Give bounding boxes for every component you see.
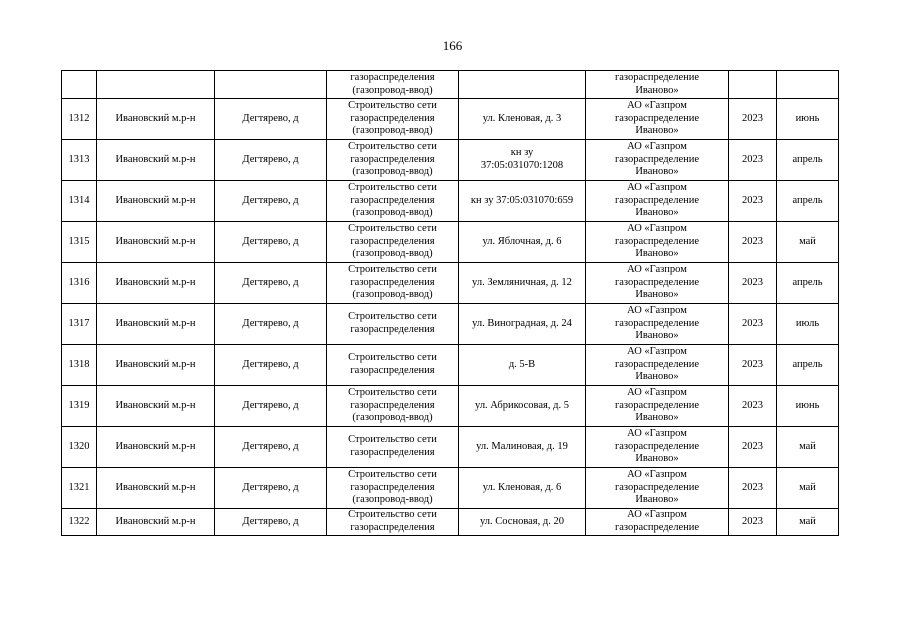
year-cell: 2023 [729,386,777,427]
locality-cell: Дегтярево, д [215,222,327,263]
work-type-cell [327,304,459,345]
work-type-cell [327,427,459,468]
address-cell-line: ул. Абрикосовая, д. 5 [475,399,569,411]
address-cell-line: кн зу [510,147,534,159]
operator-cell-line: АО «Газпром [627,387,687,399]
operator-cell-line: Иваново» [635,330,679,342]
work-type-cell-line: Строительство сети [348,100,437,112]
table-row [62,468,839,509]
address-cell [459,509,586,536]
table-row [62,181,839,222]
year-cell: 2023 [729,263,777,304]
work-type-cell-line: Строительство сети [348,434,437,446]
year-cell [729,71,777,99]
work-type-cell-line: Строительство сети [348,141,437,153]
address-cell-line: ул. Яблочная, д. 6 [482,235,562,247]
month-cell: май [777,468,839,509]
work-type-cell-line: Строительство сети [348,264,437,276]
work-type-cell-line: газораспределения [350,235,435,247]
locality-cell: Дегтярево, д [215,140,327,181]
month-cell: май [777,509,839,536]
work-type-cell-line: (газопровод-ввод) [352,289,433,301]
operator-cell-line: газораспределение [614,317,700,329]
operator-cell-line: газораспределение [614,522,700,533]
operator-cell-line: газораспределение [614,235,700,247]
operator-cell-line: АО «Газпром [627,428,687,440]
operator-cell-line: Иваново» [635,125,679,137]
address-cell [459,181,586,222]
work-type-cell [327,71,459,99]
district-cell: Ивановский м.р-н [97,222,215,263]
operator-cell-line: АО «Газпром [627,469,687,481]
work-type-cell [327,222,459,263]
address-cell-line: ул. Виноградная, д. 24 [472,317,572,329]
table-row [62,140,839,181]
row-number-cell: 1313 [62,140,97,181]
work-type-cell-line: Строительство сети [348,387,437,399]
month-cell: июль [777,304,839,345]
work-type-cell-line: Строительство сети [348,352,437,364]
address-cell-line: кн зу 37:05:031070:659 [470,194,574,206]
district-cell [97,71,215,99]
operator-cell [586,304,729,345]
locality-cell: Дегтярево, д [215,99,327,140]
work-type-cell-line: (газопровод-ввод) [352,207,433,219]
work-type-cell-line: газораспределения [350,276,435,288]
locality-cell: Дегтярево, д [215,386,327,427]
table-row [62,345,839,386]
operator-cell-line: АО «Газпром [627,264,687,276]
operator-cell-line: газораспределение [614,399,700,411]
operator-cell-line: газораспределение [614,71,700,83]
address-cell [459,140,586,181]
operator-cell-line: Иваново» [635,207,679,219]
year-cell: 2023 [729,304,777,345]
operator-cell [586,509,729,536]
row-number-cell [62,71,97,99]
year-cell: 2023 [729,99,777,140]
operator-cell-line: АО «Газпром [627,346,687,358]
operator-cell-line: АО «Газпром [627,100,687,112]
work-type-cell-line: газораспределения [350,71,435,83]
address-cell-line: д. 5-В [508,358,536,370]
month-cell [777,71,839,99]
district-cell: Ивановский м.р-н [97,181,215,222]
locality-cell: Дегтярево, д [215,427,327,468]
locality-cell: Дегтярево, д [215,304,327,345]
district-cell: Ивановский м.р-н [97,386,215,427]
table-row [62,99,839,140]
row-number-cell: 1320 [62,427,97,468]
address-cell-line: ул. Кленовая, д. 6 [482,481,562,493]
work-type-cell-line: (газопровод-ввод) [352,248,433,260]
gas-network-table [61,70,839,536]
row-number-cell: 1317 [62,304,97,345]
operator-cell-line: Иваново» [635,494,679,506]
operator-cell-line: газораспределение [614,440,700,452]
district-cell: Ивановский м.р-н [97,468,215,509]
page-number: 166 [442,38,463,53]
month-cell: июнь [777,386,839,427]
address-cell [459,71,586,99]
month-cell: апрель [777,263,839,304]
operator-cell-line: газораспределение [614,153,700,165]
work-type-cell [327,468,459,509]
work-type-cell-line: газораспределения [350,194,435,206]
work-type-cell-line: (газопровод-ввод) [352,84,433,96]
address-cell [459,386,586,427]
work-type-cell [327,263,459,304]
year-cell: 2023 [729,427,777,468]
operator-cell-line: АО «Газпром [627,223,687,235]
year-cell: 2023 [729,222,777,263]
work-type-cell-line: (газопровод-ввод) [352,494,433,506]
row-number-cell: 1315 [62,222,97,263]
operator-cell-line: Иваново» [635,248,679,260]
month-cell: май [777,222,839,263]
work-type-cell-line: газораспределения [350,522,435,533]
operator-cell-line: АО «Газпром [627,182,687,194]
locality-cell: Дегтярево, д [215,468,327,509]
table-row [62,509,839,536]
district-cell: Ивановский м.р-н [97,427,215,468]
operator-cell [586,263,729,304]
locality-cell: Дегтярево, д [215,181,327,222]
district-cell: Ивановский м.р-н [97,140,215,181]
year-cell: 2023 [729,468,777,509]
address-cell-line: ул. Кленовая, д. 3 [482,112,562,124]
row-number-cell: 1314 [62,181,97,222]
operator-cell [586,71,729,99]
operator-cell-line: АО «Газпром [627,509,687,521]
district-cell: Ивановский м.р-н [97,304,215,345]
table-row [62,427,839,468]
work-type-cell [327,509,459,536]
work-type-cell [327,140,459,181]
operator-cell-line: АО «Газпром [627,141,687,153]
address-cell [459,222,586,263]
work-type-cell-line: Строительство сети [348,469,437,481]
operator-cell [586,99,729,140]
locality-cell [215,71,327,99]
row-number-cell: 1312 [62,99,97,140]
row-number-cell: 1319 [62,386,97,427]
address-cell [459,345,586,386]
operator-cell [586,386,729,427]
operator-cell-line: Иваново» [635,412,679,424]
table-row [62,304,839,345]
work-type-cell [327,345,459,386]
month-cell: апрель [777,181,839,222]
work-type-cell-line: (газопровод-ввод) [352,412,433,424]
district-cell: Ивановский м.р-н [97,345,215,386]
operator-cell-line: Иваново» [635,84,679,96]
work-type-cell-line: (газопровод-ввод) [352,166,433,178]
operator-cell [586,345,729,386]
address-cell [459,468,586,509]
work-type-cell [327,99,459,140]
locality-cell: Дегтярево, д [215,263,327,304]
year-cell: 2023 [729,181,777,222]
year-cell: 2023 [729,509,777,536]
work-type-cell-line: Строительство сети [348,311,437,323]
table-row [62,222,839,263]
work-type-cell-line: газораспределения [350,153,435,165]
work-type-cell-line: Строительство сети [348,509,437,521]
operator-cell [586,181,729,222]
work-type-cell-line: Строительство сети [348,182,437,194]
work-type-cell-line: (газопровод-ввод) [352,125,433,137]
operator-cell [586,468,729,509]
operator-cell-line: газораспределение [614,112,700,124]
operator-cell-line: Иваново» [635,289,679,301]
month-cell: июнь [777,99,839,140]
locality-cell: Дегтярево, д [215,509,327,536]
address-cell [459,99,586,140]
district-cell: Ивановский м.р-н [97,99,215,140]
operator-cell-line: газораспределение [614,276,700,288]
operator-cell-line: Иваново» [635,453,679,465]
address-cell [459,263,586,304]
address-cell [459,427,586,468]
row-number-cell: 1318 [62,345,97,386]
table-row [62,71,839,99]
locality-cell: Дегтярево, д [215,345,327,386]
work-type-cell-line: газораспределения [350,324,435,335]
year-cell: 2023 [729,140,777,181]
operator-cell-line: газораспределение [614,194,700,206]
work-type-cell-line: Строительство сети [348,223,437,235]
operator-cell-line: АО «Газпром [627,305,687,317]
address-cell-line: ул. Сосновая, д. 20 [480,515,564,527]
address-cell [459,304,586,345]
work-type-cell-line: газораспределения [350,481,435,493]
table-body [62,71,839,536]
row-number-cell: 1321 [62,468,97,509]
work-type-cell [327,181,459,222]
operator-cell-line: Иваново» [635,371,679,383]
operator-cell [586,140,729,181]
month-cell: апрель [777,345,839,386]
work-type-cell-line: газораспределения [350,447,435,458]
month-cell: май [777,427,839,468]
month-cell: апрель [777,140,839,181]
operator-cell-line: Иваново» [635,166,679,178]
operator-cell [586,427,729,468]
district-cell: Ивановский м.р-н [97,263,215,304]
row-number-cell: 1316 [62,263,97,304]
address-cell-line: ул. Земляничная, д. 12 [472,276,572,288]
work-type-cell-line: газораспределения [350,399,435,411]
table-row [62,386,839,427]
address-cell-line: 37:05:031070:1208 [480,160,564,171]
table-row [62,263,839,304]
work-type-cell-line: газораспределения [350,112,435,124]
work-type-cell [327,386,459,427]
operator-cell [586,222,729,263]
district-cell: Ивановский м.р-н [97,509,215,536]
address-cell-line: ул. Малиновая, д. 19 [476,440,568,452]
operator-cell-line: газораспределение [614,481,700,493]
year-cell: 2023 [729,345,777,386]
operator-cell-line: газораспределение [614,358,700,370]
row-number-cell: 1322 [62,509,97,536]
work-type-cell-line: газораспределения [350,365,435,376]
